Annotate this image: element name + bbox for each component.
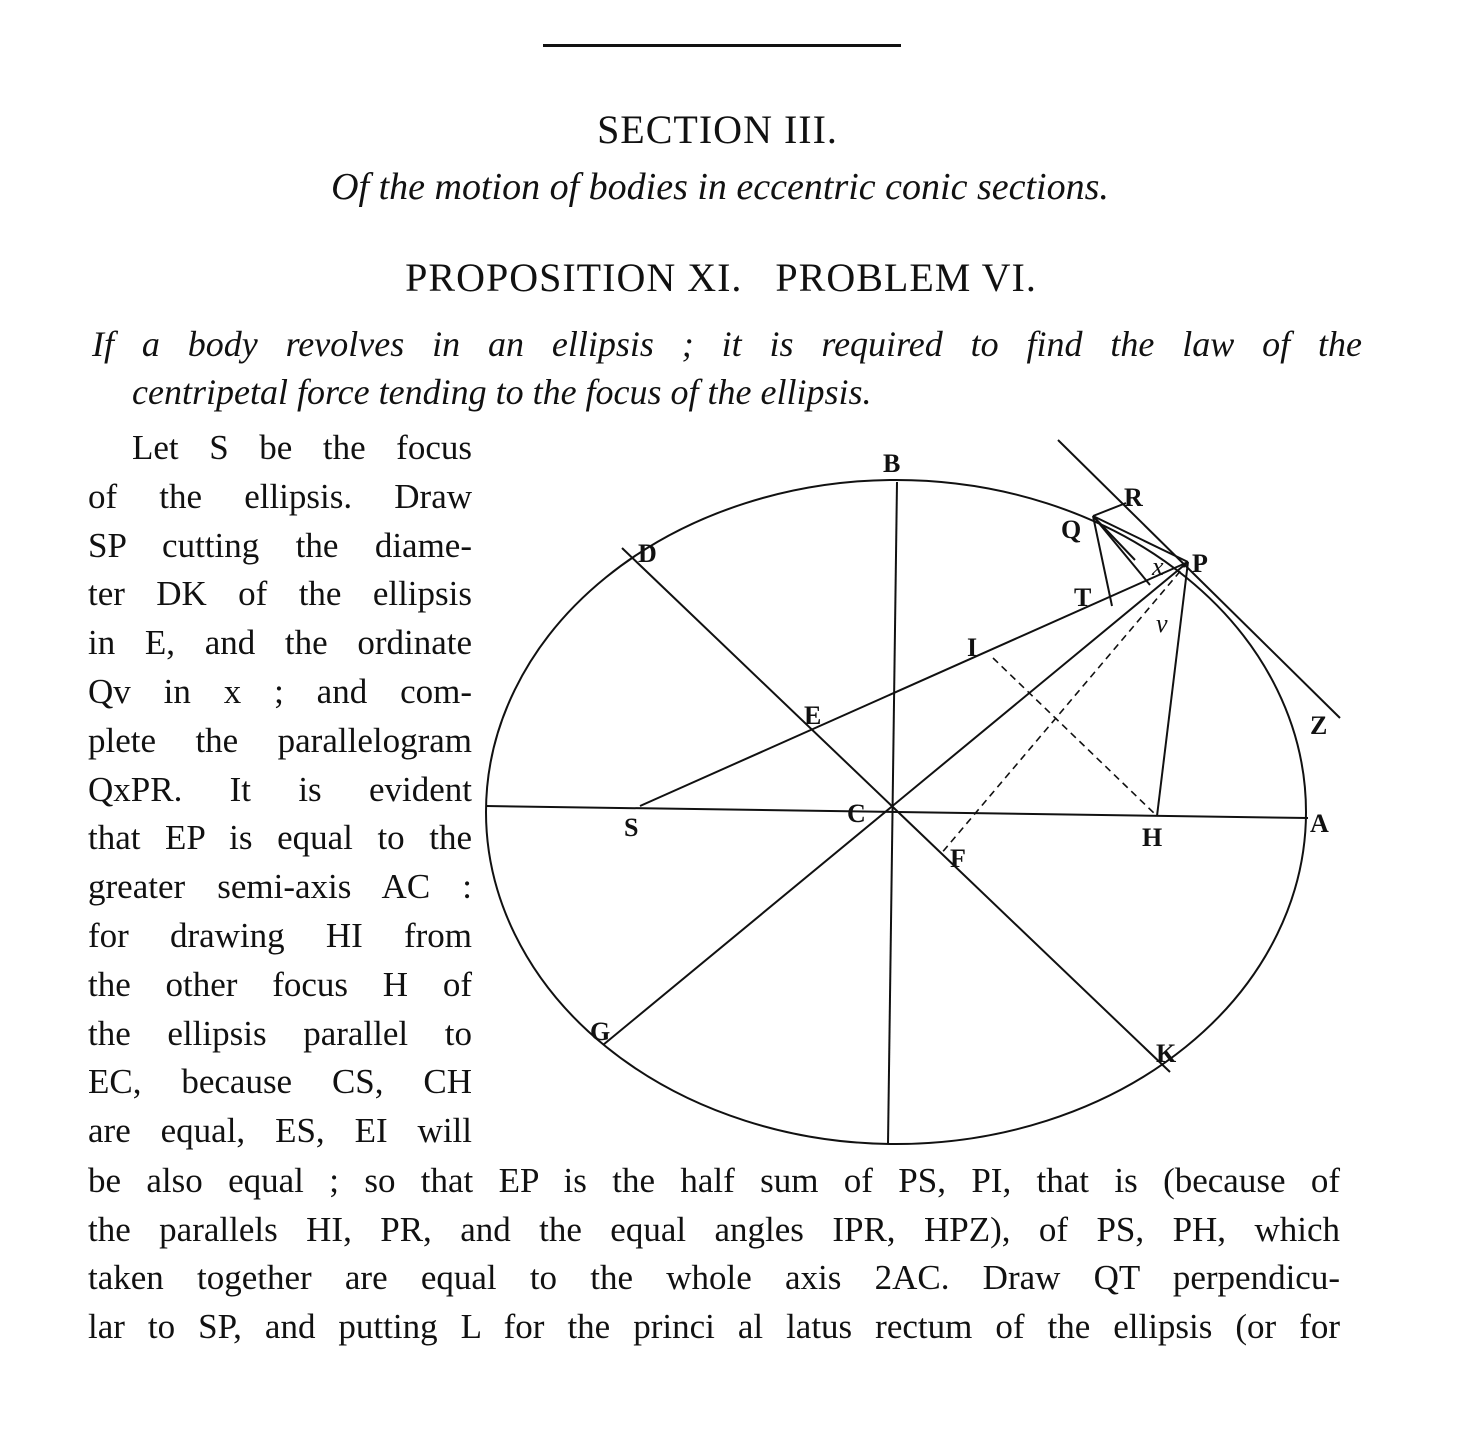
text-line: ter DK of the ellipsis [88, 574, 472, 614]
line-qt [1093, 516, 1112, 606]
text-line: for drawing HI from [88, 915, 472, 955]
minor-axis [888, 482, 897, 1144]
top-rule [543, 44, 901, 47]
label-k: K [1156, 1039, 1177, 1068]
text-line: the ellipsis parallel to [88, 1013, 472, 1053]
text-line: in E, and the ordinate [88, 623, 472, 663]
text-line: taken together are equal to the whole axis 2AC. Draw QT perpendicu- [88, 1258, 1340, 1297]
label-s: S [624, 813, 639, 842]
label-c: C [847, 799, 866, 828]
line-sp [640, 562, 1188, 806]
label-g: G [590, 1017, 611, 1046]
line-qr [1093, 503, 1126, 516]
enunciation-line-1: If a body revolves in an ellipsis ; it is required to find the law of the [92, 324, 1362, 364]
label-x: x [1152, 552, 1164, 581]
text-line: EC, because CS, CH [88, 1062, 472, 1102]
text-line: that EP is equal to the [88, 818, 472, 858]
line-hi-dashed [993, 658, 1157, 816]
label-a: A [1310, 809, 1329, 838]
label-p: P [1192, 549, 1208, 578]
enunciation-line-2: centripetal force tending to the focus of the ellipsis. [132, 372, 872, 412]
text-line: the parallels HI, PR, and the equal angles IPR, HPZ), of PS, PH, which [88, 1209, 1340, 1249]
label-t: T [1074, 583, 1092, 612]
text-line: SP cutting the diame- [88, 525, 472, 565]
tangent-line [1058, 440, 1340, 718]
text-line: greater semi-axis AC : [88, 867, 472, 907]
label-e: E [804, 701, 822, 730]
proposition-enunciation [92, 320, 1362, 416]
line-qp [1093, 516, 1188, 562]
text-line: lar to SP, and putting L for the princi al latus rectum of the ellipsis (or for [88, 1306, 1340, 1346]
text-line: are equal, ES, EI will [88, 1111, 472, 1151]
label-h: H [1142, 823, 1163, 852]
full-width-text [88, 1157, 1340, 1351]
label-r: R [1124, 483, 1143, 512]
label-d: D [638, 539, 657, 568]
text-line: of the ellipsis. Draw [88, 476, 472, 516]
proposition-heading: PROPOSITION XI. PROBLEM VI. [405, 255, 1037, 300]
label-i: I [967, 633, 978, 662]
ellipse-diagram-svg [478, 432, 1358, 1152]
section-heading: SECTION III. [597, 107, 838, 152]
text-line: Qv in x ; and com- [88, 671, 472, 711]
label-z: Z [1310, 711, 1328, 740]
section-subtitle: Of the motion of bodies in eccentric conic sections. [331, 166, 1109, 208]
text-line: be also equal ; so that EP is the half sum of PS, PI, that is (because of [88, 1161, 1340, 1200]
text-line: plete the parallelogram [88, 720, 472, 760]
text-line: Let S be the focus [132, 428, 472, 467]
label-v: v [1156, 609, 1168, 638]
text-line: the other focus H of [88, 964, 472, 1004]
ellipse-diagram [478, 432, 1358, 1152]
label-f: F [950, 844, 966, 873]
line-hp [1157, 562, 1188, 816]
label-b: B [883, 449, 901, 478]
left-column-text [88, 424, 472, 1156]
text-line: QxPR. It is evident [88, 769, 472, 809]
label-q: Q [1061, 515, 1082, 544]
